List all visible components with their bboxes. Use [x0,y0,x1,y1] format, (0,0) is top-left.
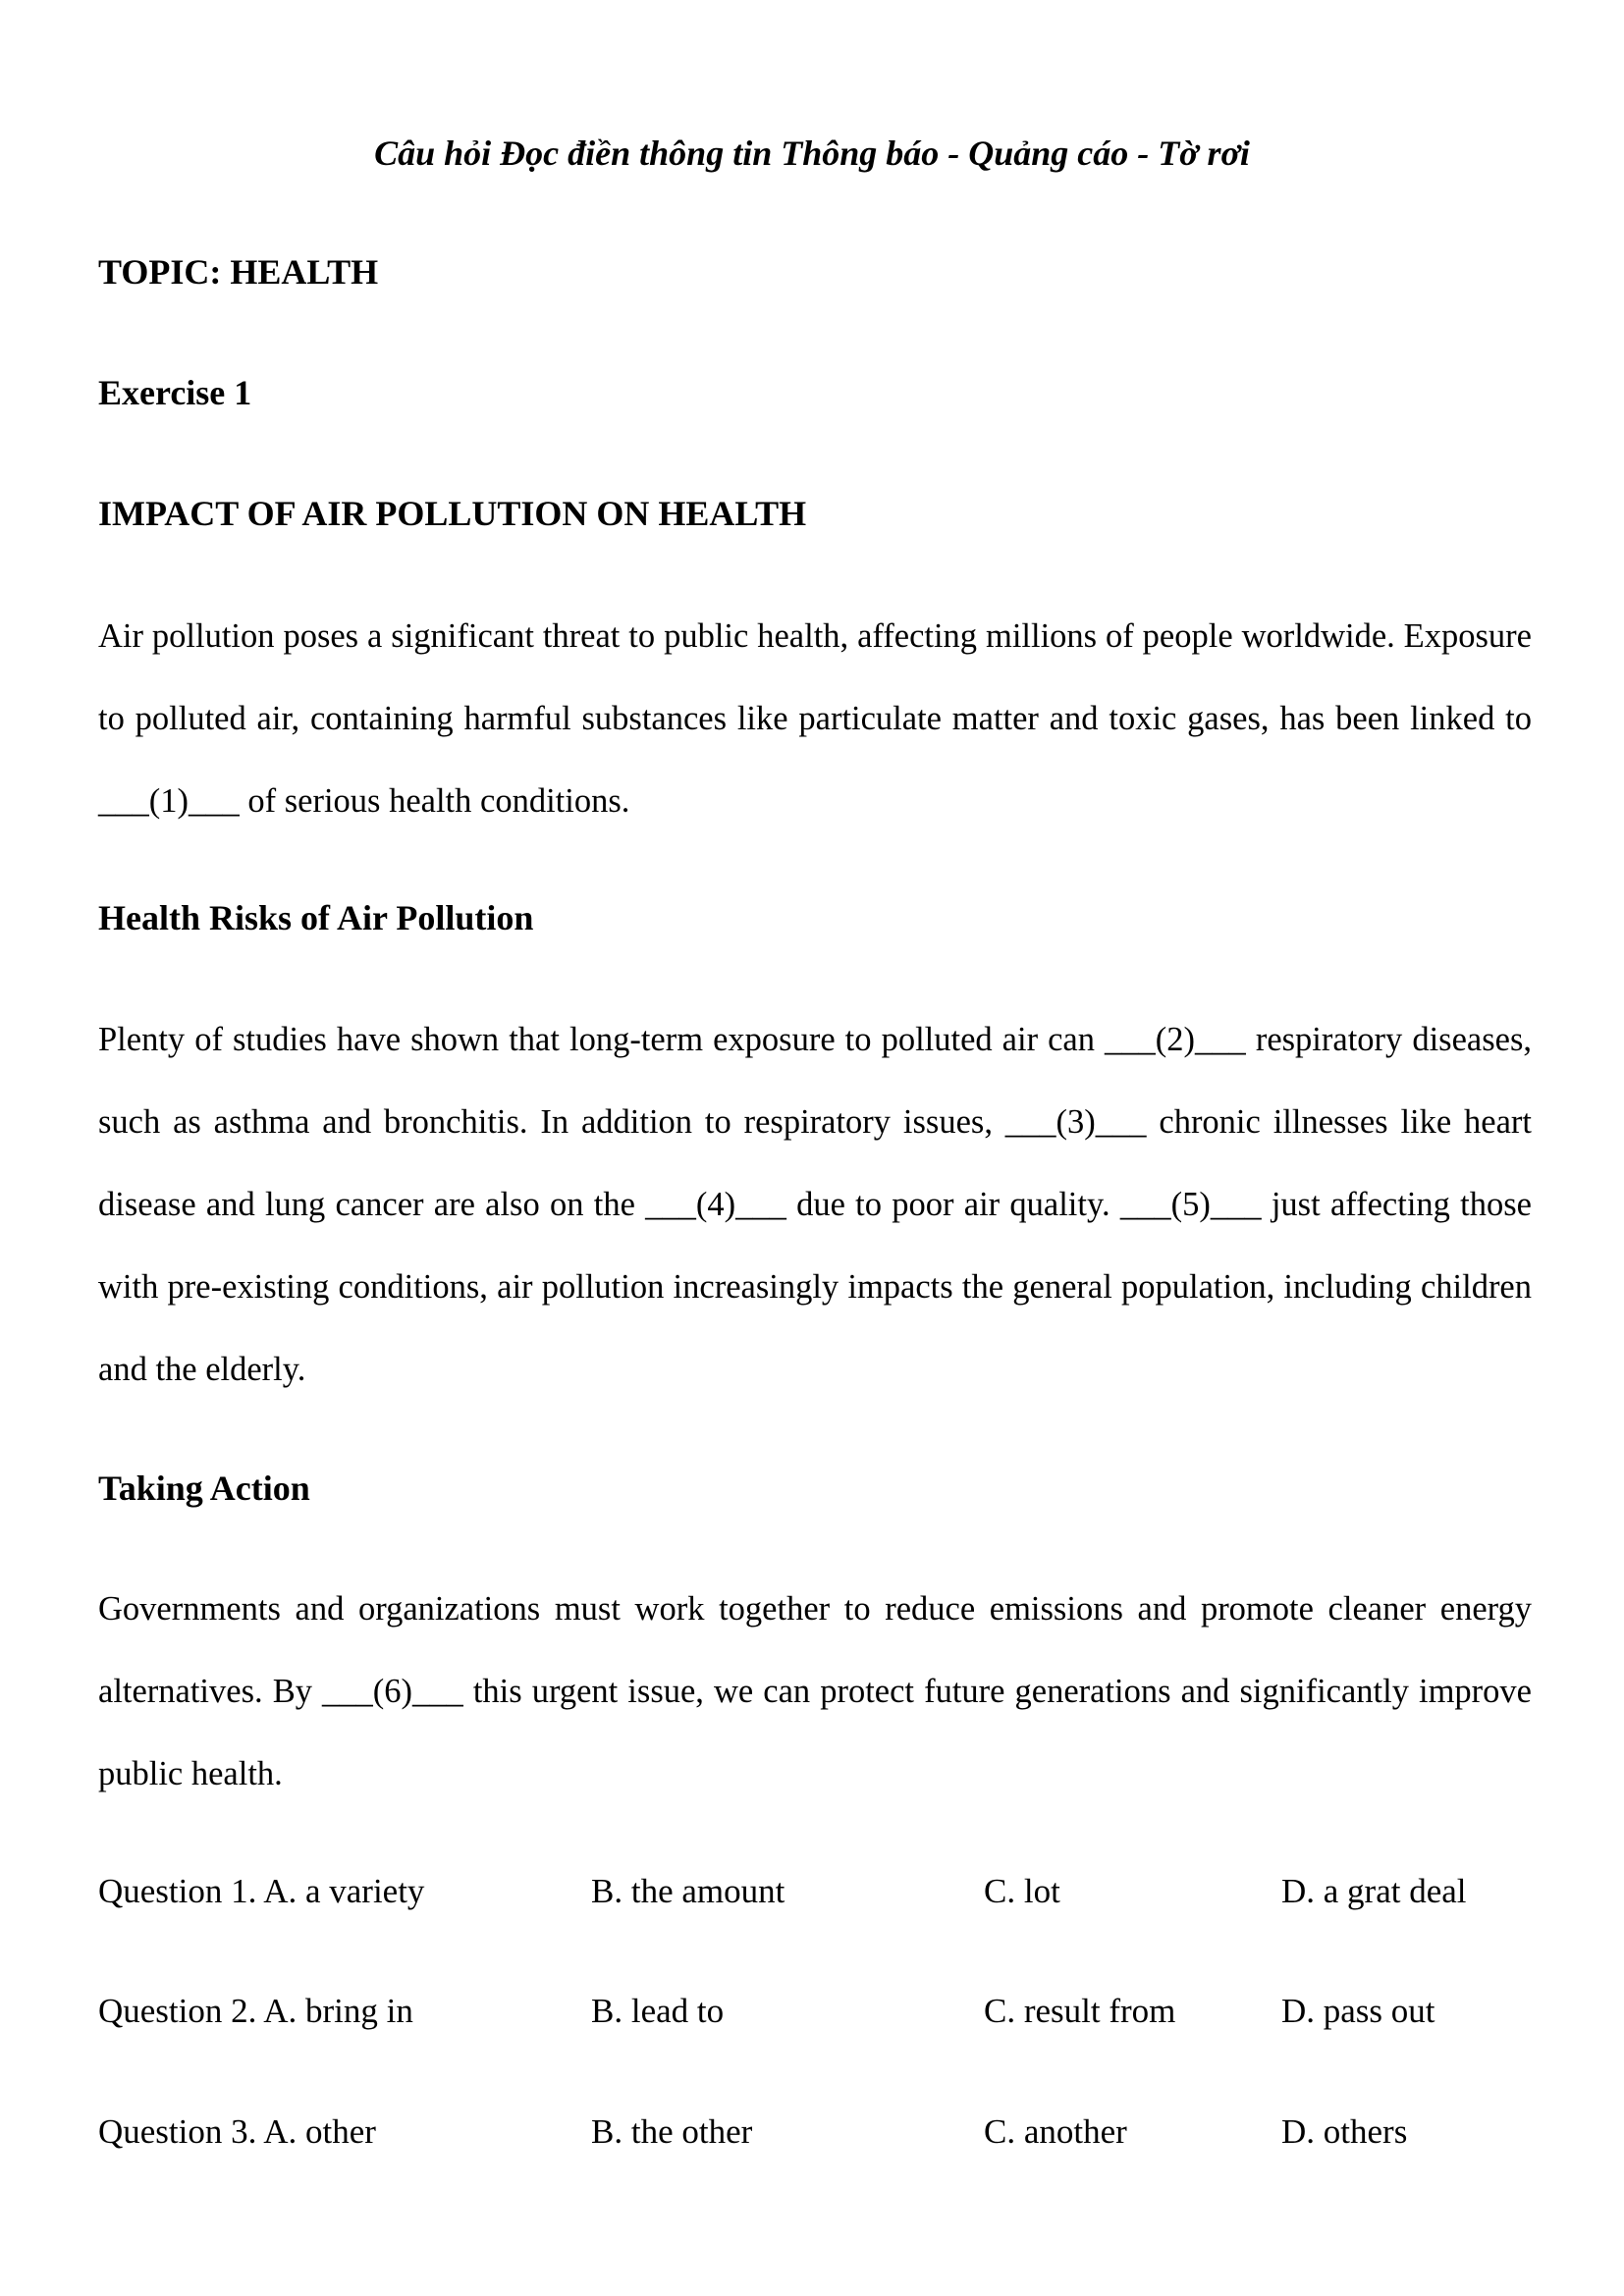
question-row [98,1988,1532,2035]
intro-paragraph: Air pollution poses a significant threat to public health, affecting millions of people worldwide. Exposure to polluted air, containing harmful substances like particulate matter and toxic gases, has been linked to ___(1)___ of serious health conditions. [98,617,1532,820]
exercise-heading: Exercise 1 [98,373,252,412]
question-row [98,1868,1532,1915]
document-title: Câu hỏi Đọc điền thông tin Thông báo - Quảng cáo - Tờ rơi [374,133,1250,173]
topic-heading: TOPIC: HEALTH [98,252,379,292]
question-1-option-d: D. a grat deal [1281,1872,1467,1910]
question-1-option-b: B. the amount [591,1872,785,1910]
section-heading-taking-action: Taking Action [98,1468,310,1508]
question-row [98,2109,1532,2156]
question-3-option-c: C. another [984,2112,1127,2151]
question-2-option-d: D. pass out [1281,1992,1435,2030]
question-2-option-b: B. lead to [591,1992,725,2030]
section-heading-health-risks: Health Risks of Air Pollution [98,898,534,937]
question-2-option-c: C. result from [984,1992,1176,2030]
article-title: IMPACT OF AIR POLLUTION ON HEALTH [98,494,807,533]
health-risks-paragraph: Plenty of studies have shown that long-term exposure to polluted air can ___(2)___ respiratory diseases, such as asthma and bronchitis. In addition to respiratory issues, ___(3)___ chronic illnesses like heart disease and lung cancer are also on the ___(4)___ due to poor air quality. ___(5)___ just affecting those with pre-existing conditions, air pollution increasingly impacts the general population, including children and the elderly. [98,1021,1532,1388]
question-2-option-a: Question 2. A. bring in [98,1992,413,2030]
question-1-option-c: C. lot [984,1872,1060,1910]
question-1-option-a: Question 1. A. a variety [98,1872,425,1910]
question-3-option-a: Question 3. A. other [98,2112,376,2151]
taking-action-paragraph: Governments and organizations must work together to reduce emissions and promote cleaner energy alternatives. By ___(6)___ this urgent issue, we can protect future generations and significantly improve public health. [98,1590,1532,1792]
question-3-option-d: D. others [1281,2112,1408,2151]
question-3-option-b: B. the other [591,2112,753,2151]
